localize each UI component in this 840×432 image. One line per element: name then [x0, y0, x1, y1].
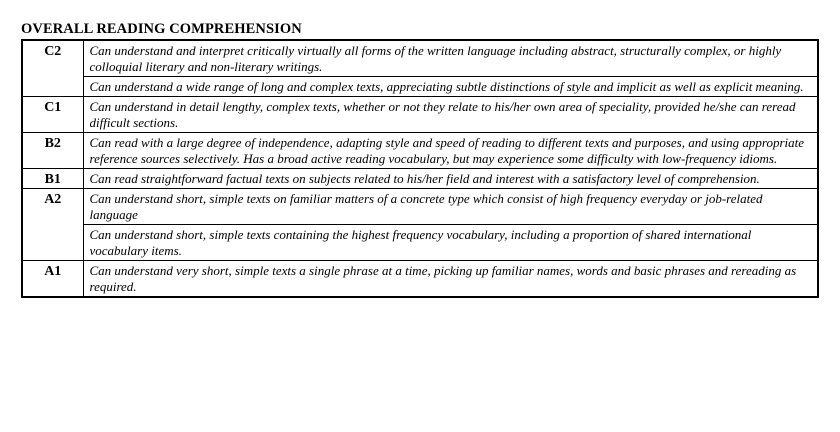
descriptor-text: Can understand short, simple texts containing the highest frequency vocabulary, including a proportion of shared international vocabulary items.: [83, 225, 818, 261]
document-section: [21, 20, 819, 298]
section-title: OVERALL READING COMPREHENSION: [21, 21, 302, 37]
descriptor-text: Can understand in detail lengthy, complex texts, whether or not they relate to his/her own area of speciality, provided he/she can reread difficult sections.: [83, 97, 818, 133]
level-label: C1: [22, 97, 83, 133]
descriptor-text: Can understand a wide range of long and complex texts, appreciating subtle distinctions of style and implicit as well as explicit meaning.: [83, 77, 818, 97]
level-label: C2: [22, 40, 83, 97]
descriptor-text: Can understand short, simple texts on familiar matters of a concrete type which consist of high frequency everyday or job-related language: [83, 189, 818, 225]
descriptor-text: Can read with a large degree of independence, adapting style and speed of reading to different texts and purposes, and using appropriate reference sources selectively. Has a broad active reading vocabulary, but may experience some difficulty with low-frequency idioms.: [83, 133, 818, 169]
level-label: B1: [22, 169, 83, 189]
table-row: [22, 261, 818, 298]
descriptor-text: Can understand and interpret critically virtually all forms of the written language including abstract, structurally complex, or highly colloquial literary and non-literary writings.: [83, 40, 818, 77]
table-row: [22, 189, 818, 225]
level-label: A1: [22, 261, 83, 298]
reading-comprehension-table: [21, 39, 819, 298]
table-row: [22, 169, 818, 189]
table-row: [22, 97, 818, 133]
table-row: [22, 40, 818, 77]
table-row: [22, 133, 818, 169]
table-row: [22, 77, 818, 97]
level-label: B2: [22, 133, 83, 169]
table-row: [22, 225, 818, 261]
descriptor-text: Can understand very short, simple texts a single phrase at a time, picking up familiar names, words and basic phrases and rereading as required.: [83, 261, 818, 298]
descriptor-text: Can read straightforward factual texts on subjects related to his/her field and interest with a satisfactory level of comprehension.: [83, 169, 818, 189]
level-label: A2: [22, 189, 83, 261]
